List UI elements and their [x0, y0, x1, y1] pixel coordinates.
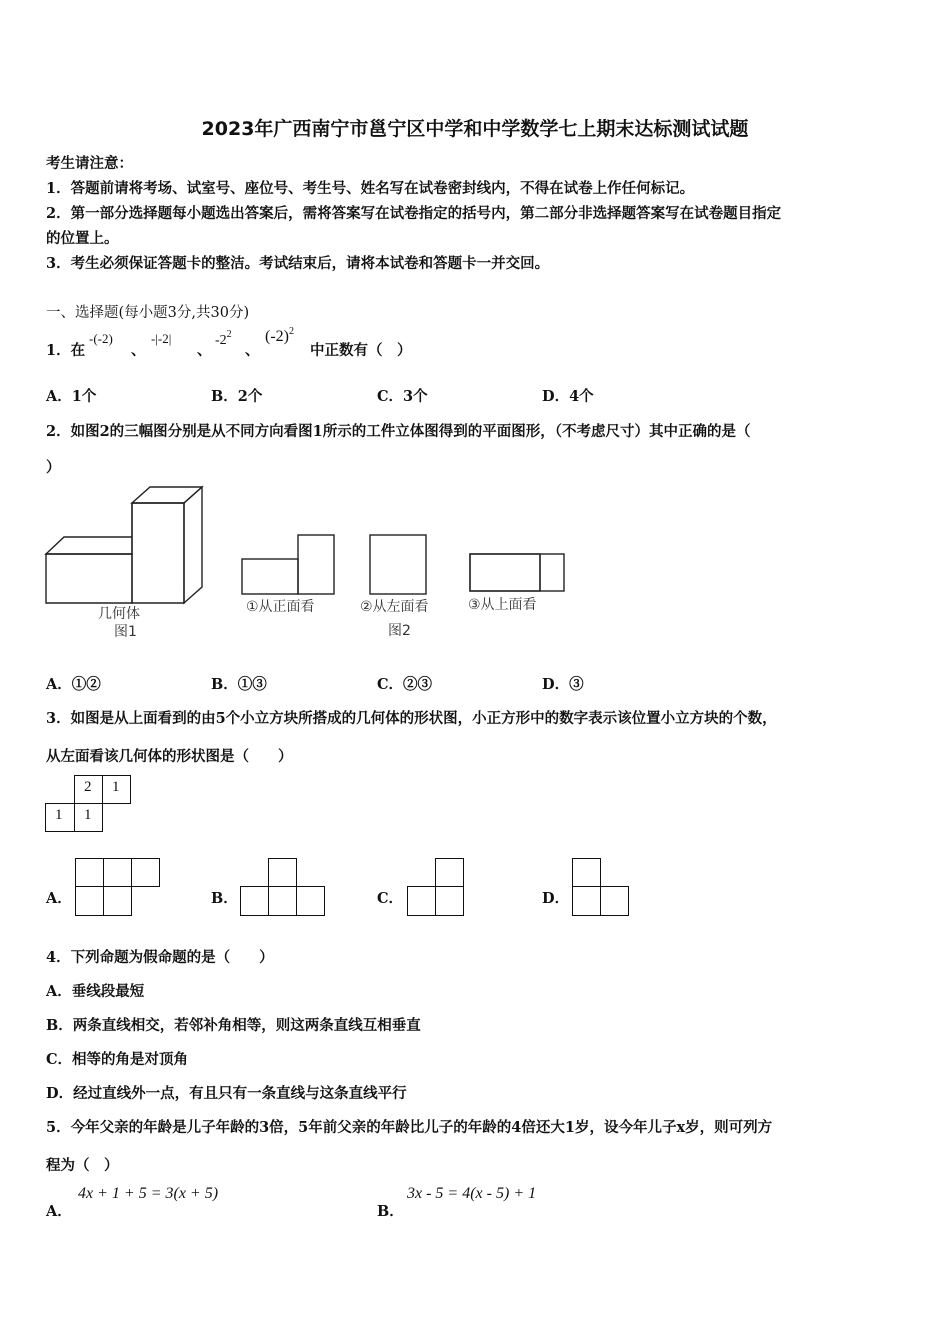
fig1-solid	[44, 485, 204, 640]
q3-text: 3．如图是从上面看到的由5个小立方块所搭成的几何体的形状图，小正方形中的数字表示该位置小立方块的个数，	[46, 710, 777, 727]
q1-prefix: 1．在	[46, 342, 86, 359]
q4-option-b[interactable]: B．两条直线相交，若邻补角相等，则这两条直线互相垂直	[46, 1017, 421, 1034]
page-title: 2023年广西南宁市邕宁区中学和中学数学七上期末达标测试试题	[201, 118, 749, 140]
grid-cell-value: 1	[55, 807, 63, 823]
notice-item: 1．答题前请将考场、试室号、座位号、考生号、姓名写在试卷密封线内，不得在试卷上作任何标记。	[46, 180, 695, 197]
section-heading: 一、选择题(每小题3分,共30分)	[46, 305, 250, 321]
q2-option-c[interactable]: C．②③	[377, 676, 433, 693]
notice-heading: 考生请注意：	[46, 155, 133, 172]
view-top-label: ③从上面看	[468, 597, 537, 613]
q1-option-a[interactable]: A．1个	[46, 388, 97, 405]
q2-option-b[interactable]: B．①③	[211, 676, 267, 693]
view-left-label: ②从左面看	[360, 599, 429, 615]
q1-expr-4: $(-2)^2$	[265, 326, 294, 345]
q1-sep: 、	[131, 342, 146, 359]
grid-cell-value: 1	[112, 779, 120, 795]
q4-option-a[interactable]: A．垂线段最短	[46, 983, 145, 1000]
q5-option-a-label[interactable]: A．	[46, 1203, 72, 1220]
q1-expr-1: -(-2)	[89, 331, 113, 346]
q3-option-a[interactable]: A．	[46, 890, 72, 907]
q1-expr-3: $-2^2$	[215, 329, 232, 348]
notice-item: 的位置上。	[46, 230, 119, 247]
q3-option-b[interactable]: B．	[211, 890, 238, 907]
grid-cell-value: 1	[84, 807, 92, 823]
q2-option-a[interactable]: A．①②	[46, 676, 101, 693]
q1-suffix: 中正数有（ ）	[310, 342, 412, 359]
q4-option-c[interactable]: C．相等的角是对顶角	[46, 1051, 189, 1068]
q1-option-d[interactable]: D．4个	[542, 388, 594, 405]
q1-option-b[interactable]: B．2个	[211, 388, 263, 405]
q1-expr-2: -|-2|	[151, 331, 172, 346]
q5-option-a-equation[interactable]: 4x + 1 + 5 = 3(x + 5)	[78, 1185, 219, 1202]
q1-option-c[interactable]: C．3个	[377, 388, 428, 405]
q4-text: 4．下列命题为假命题的是（ ）	[46, 949, 274, 966]
notice-item: 2．第一部分选择题每小题选出答案后，需将答案写在试卷指定的括号内，第二部分非选择题答案写在试卷题目指定	[46, 205, 782, 222]
fig2-caption: 图2	[388, 623, 411, 639]
q3-text-cont: 从左面看该几何体的形状图是（ ）	[46, 748, 293, 765]
grid-cell-value: 2	[84, 779, 92, 795]
q3-option-d[interactable]: D．	[542, 890, 570, 907]
q1-sep: 、	[245, 342, 260, 359]
q5-text: 5．今年父亲的年龄是儿子年龄的3倍，5年前父亲的年龄比儿子的年龄的4倍还大1岁，设今年儿子x岁，则可列方	[46, 1119, 773, 1136]
q1-sep: 、	[197, 342, 212, 359]
view-front-label: ①从正面看	[246, 599, 315, 615]
q5-text-cont: 程为（ ）	[46, 1157, 119, 1174]
q3-option-c[interactable]: C．	[377, 890, 404, 907]
q2-text: 2．如图2的三幅图分别是从不同方向看图1所示的工件立体图得到的平面图形，（不考虑尺寸）其中正确的是（	[46, 423, 751, 440]
fig2-views	[238, 533, 573, 643]
q2-text-cont: ）	[46, 459, 61, 476]
fig1-caption: 图1	[114, 624, 137, 640]
q4-option-d[interactable]: D．经过直线外一点，有且只有一条直线与这条直线平行	[46, 1085, 407, 1102]
q2-option-d[interactable]: D．③	[542, 676, 584, 693]
q5-option-b-equation[interactable]: 3x - 5 = 4(x - 5) + 1	[407, 1185, 537, 1202]
fig1-label: 几何体	[98, 606, 140, 622]
notice-item: 3．考生必须保证答题卡的整洁。考试结束后，请将本试卷和答题卡一并交回。	[46, 255, 550, 272]
q5-option-b-label[interactable]: B．	[377, 1203, 404, 1220]
